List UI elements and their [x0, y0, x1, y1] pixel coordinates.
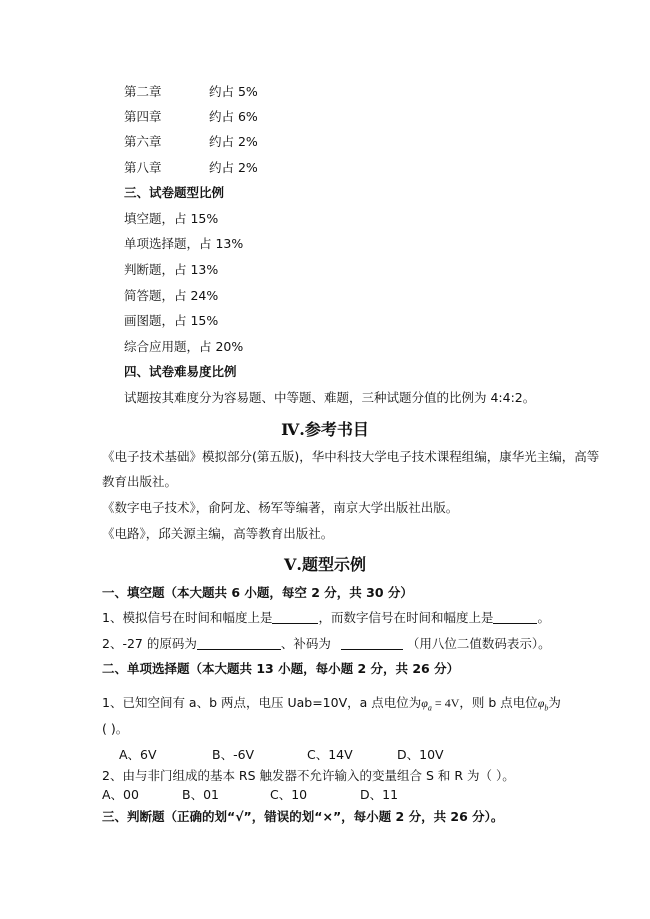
question-type-share: 填空题，占 15% — [124, 211, 219, 226]
question-type-share: 画图题，占 15% — [124, 313, 219, 328]
potential-a-symbol: $\varphi_a$ — [421, 696, 432, 713]
choice-option: C、10 — [270, 787, 308, 802]
chapter-share: 约占 2% — [209, 160, 258, 175]
answer-blank — [272, 611, 318, 624]
question-text: （用八位二值数码表示）。 — [406, 636, 551, 651]
fill-in-question-1 — [102, 610, 550, 626]
chapter-name: 第四章 — [124, 109, 162, 124]
choice-question-1 — [102, 695, 561, 716]
potential-a-value: = 4V — [431, 696, 460, 710]
reference-line: 《电路》，邱关源主编，高等教育出版社。 — [102, 526, 334, 541]
question-text: ，则 b 点电位 — [459, 695, 538, 710]
answer-blank — [341, 637, 403, 650]
answer-parentheses: ( )。 — [102, 721, 129, 736]
question-text: 为 — [548, 695, 561, 710]
question-type-share: 判断题，占 13% — [124, 262, 219, 277]
chapter-name: 第八章 — [124, 160, 162, 175]
chapter-name: 第二章 — [124, 84, 162, 99]
choice-option: D、10V — [397, 747, 444, 762]
choice-question-2: 2、由与非门组成的基本 RS 触发器不允许输入的变量组合 S 和 R 为（ ）。 — [102, 768, 515, 783]
difficulty-ratio-text: 试题按其难度分为容易题、中等题、难题，三种试题分值的比例为 4:4:2。 — [124, 390, 536, 405]
question-text: ，而数字信号在时间和幅度上是 — [318, 610, 494, 625]
chapter-share: 约占 5% — [209, 84, 258, 99]
true-false-heading: 三、判断题（正确的划“√”，错误的划“×”，每小题 2 分，共 26 分）。 — [102, 809, 504, 824]
question-text: 。 — [537, 610, 550, 625]
question-text: 、补码为 — [280, 636, 331, 651]
reference-line: 《数字电子技术》，俞阿龙、杨军等编著，南京大学出版社出版。 — [102, 500, 459, 515]
question-type-share: 综合应用题，占 20% — [124, 339, 244, 354]
choice-option: B、-6V — [212, 747, 255, 762]
choice-option: A、6V — [119, 747, 157, 762]
question-text: 1、已知空间有 a、b 两点，电压 Uab=10V，a 点电位为 — [102, 695, 422, 710]
references-heading: Ⅳ.参考书目 — [281, 420, 369, 439]
potential-b-symbol: $\varphi_b$ — [537, 696, 549, 713]
choice-option: C、14V — [307, 747, 353, 762]
chapter-share: 约占 6% — [209, 109, 258, 124]
single-choice-heading: 二、单项选择题（本大题共 13 小题，每小题 2 分，共 26 分） — [102, 661, 460, 676]
chapter-share: 约占 2% — [209, 134, 258, 149]
question-text: 2、-27 的原码为 — [102, 636, 197, 651]
fill-in-heading: 一、填空题（本大题共 6 小题，每空 2 分，共 30 分） — [102, 585, 413, 600]
choice-option: D、11 — [360, 787, 399, 802]
question-type-share: 单项选择题，占 13% — [124, 236, 244, 251]
fill-in-question-2 — [102, 636, 551, 652]
answer-blank — [197, 637, 281, 650]
choice-option: B、01 — [182, 787, 219, 802]
section-heading: 三、试卷题型比例 — [124, 185, 225, 200]
question-type-share: 简答题，占 24% — [124, 288, 219, 303]
answer-blank — [493, 611, 537, 624]
question-text: 1、模拟信号在时间和幅度上是 — [102, 610, 273, 625]
reference-line: 《电子技术基础》模拟部分(第五版)，华中科技大学电子技术课程组编，康华光主编，高等 — [102, 449, 600, 464]
reference-line: 教育出版社。 — [102, 474, 178, 489]
choice-option: A、00 — [102, 787, 139, 802]
section-heading: 四、试卷难易度比例 — [124, 364, 237, 379]
chapter-name: 第六章 — [124, 134, 162, 149]
examples-heading: Ⅴ.题型示例 — [284, 555, 366, 574]
